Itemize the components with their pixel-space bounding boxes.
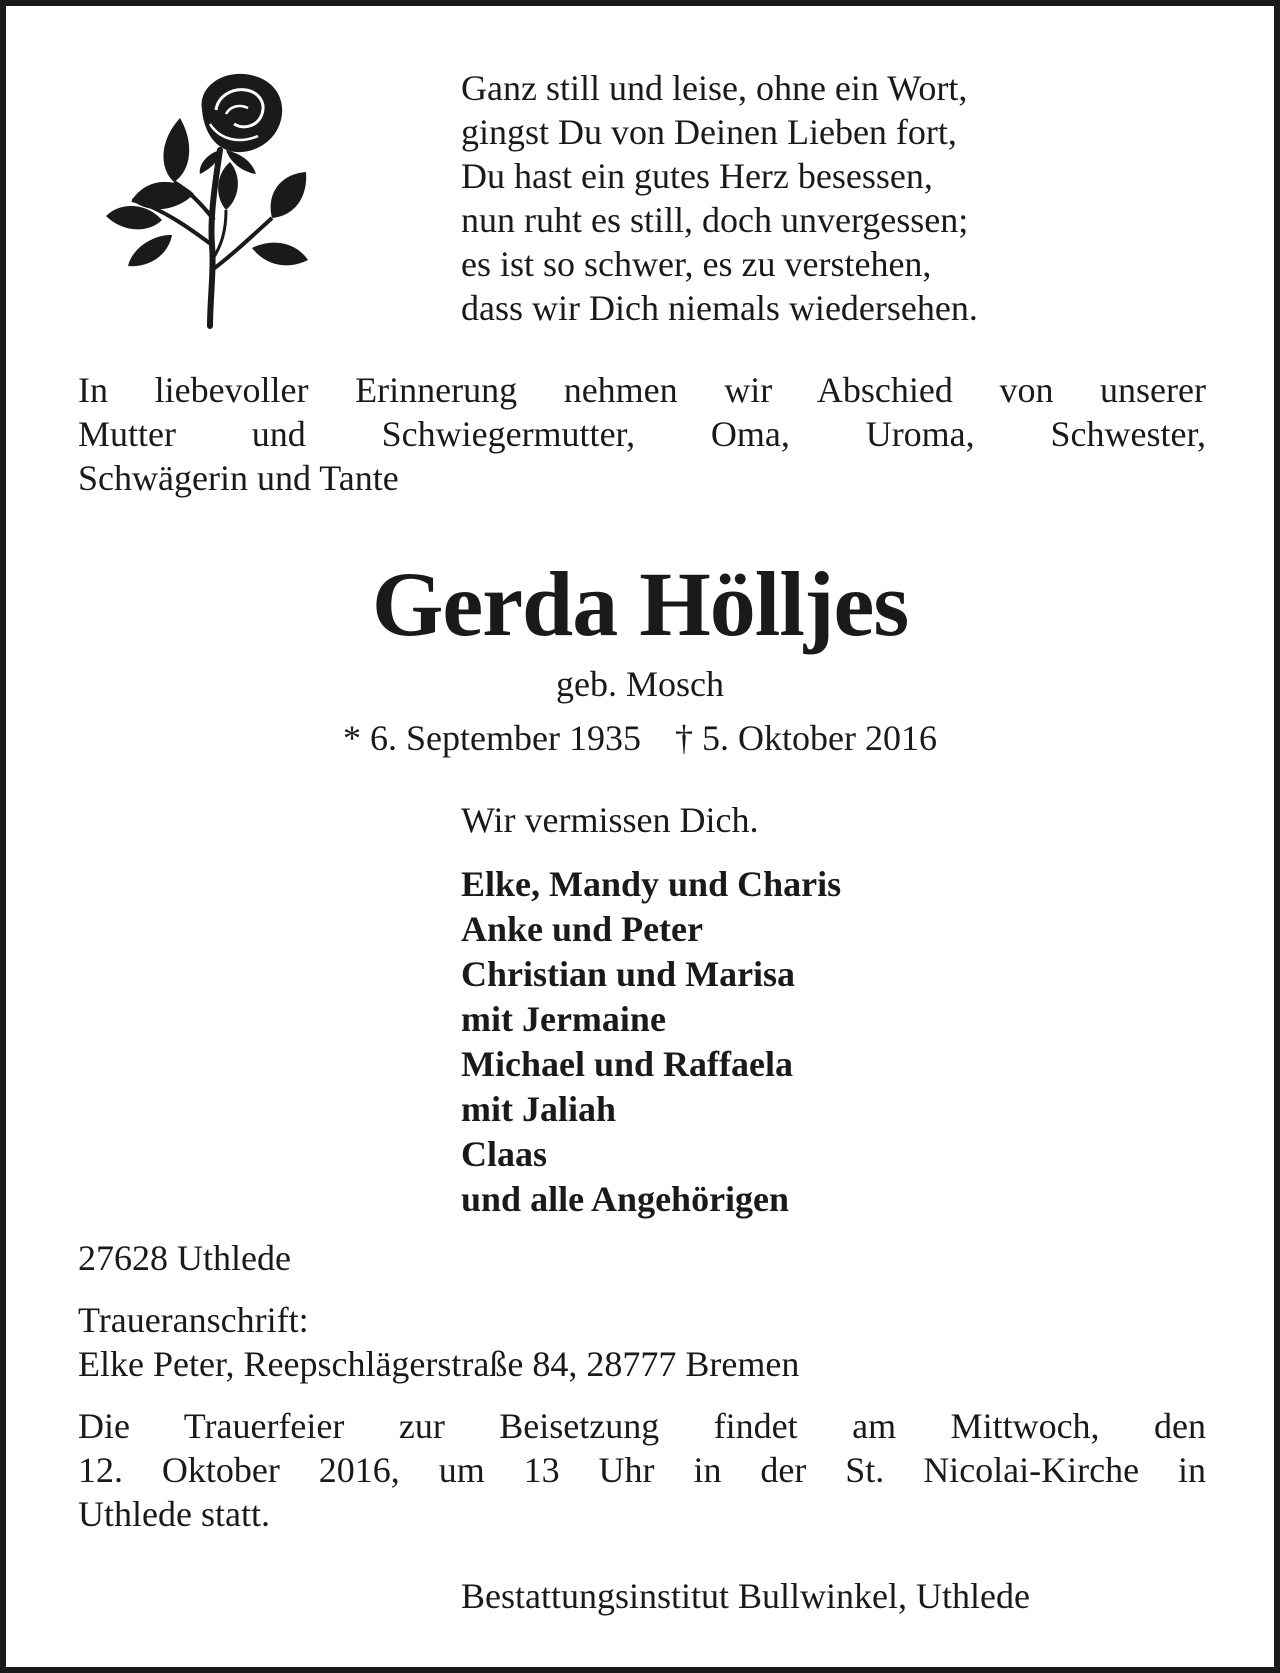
poem (461, 66, 978, 330)
address-label: Traueranschrift: (78, 1300, 309, 1340)
rose-icon (102, 70, 312, 330)
family-line: Elke, Mandy und Charis (461, 864, 842, 904)
poem-line: Ganz still und leise, ohne ein Wort, (461, 68, 968, 108)
family-line: mit Jermaine (461, 999, 666, 1039)
poem-line: nun ruht es still, doch unvergessen; (461, 200, 969, 240)
family-line: Michael und Raffaela (461, 1044, 793, 1084)
place: 27628 Uthlede (78, 1238, 291, 1278)
life-dates (6, 716, 1274, 760)
death-date: † 5. Oktober 2016 (674, 718, 937, 758)
undertaker: Bestattungsinstitut Bullwinkel, Uthlede (461, 1576, 1030, 1616)
poem-line: gingst Du von Deinen Lieben fort, (461, 112, 957, 152)
maiden-name: geb. Mosch (556, 664, 724, 704)
intro-line: Schwägerin und Tante (78, 458, 399, 498)
ceremony-line: 12. Oktober 2016, um 13 Uhr in der St. Nicolai-Kirche in (78, 1450, 1206, 1490)
family-line: mit Jaliah (461, 1089, 617, 1129)
family-line: Anke und Peter (461, 909, 703, 949)
address-line: Elke Peter, Reepschlägerstraße 84, 28777 Bremen (78, 1344, 800, 1384)
ceremony-line: Uthlede statt. (78, 1494, 270, 1534)
ceremony-paragraph (78, 1404, 1206, 1536)
intro-line: In liebevoller Erinnerung nehmen wir Abschied von unserer (78, 370, 1206, 410)
family-line: und alle Angehörigen (461, 1179, 790, 1219)
closing-words: Wir vermissen Dich. (461, 800, 759, 840)
deceased-name: Gerda Hölljes (371, 553, 909, 655)
family-line: Christian und Marisa (461, 954, 796, 994)
ceremony-line: Die Trauerfeier zur Beisetzung findet am Mittwoch, den (78, 1406, 1206, 1446)
intro-line: Mutter und Schwiegermutter, Oma, Uroma, Schwester, (78, 414, 1206, 454)
family-line: Claas (461, 1134, 548, 1174)
birth-date: * 6. September 1935 (343, 718, 641, 758)
family-list (461, 862, 841, 1222)
poem-line: Du hast ein gutes Herz besessen, (461, 156, 933, 196)
poem-line: es ist so schwer, es zu verstehen, (461, 244, 932, 284)
intro-paragraph (78, 368, 1206, 500)
poem-line: dass wir Dich niemals wiedersehen. (461, 288, 978, 328)
mourning-address (78, 1298, 799, 1386)
